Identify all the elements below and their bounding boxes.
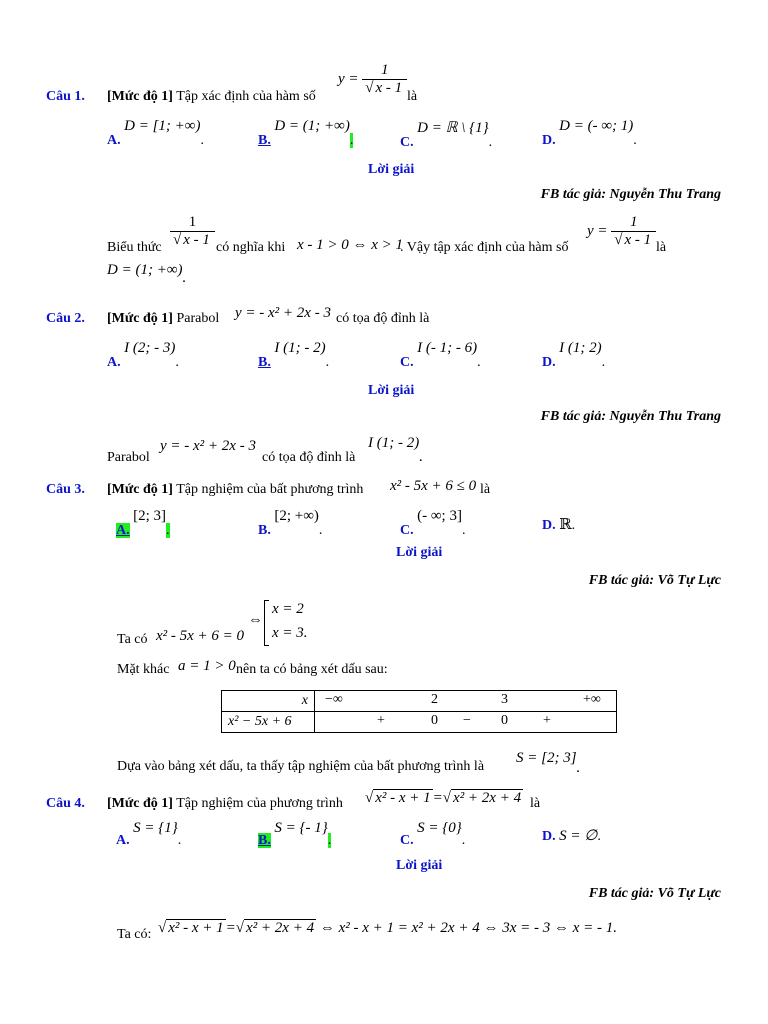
q3-option-c[interactable] [400,508,465,539]
q1-sol-result-end: . [182,270,187,286]
q2-option-a-letter: A. [107,355,121,370]
q3-option-a-end: . [166,523,170,538]
sign-table-root-2: 2 [431,692,438,707]
q1-option-a-letter: A. [107,133,121,148]
q4-author: FB tác giả: Võ Tự Lực [588,886,721,901]
question-3-stem [107,482,363,498]
q3-solution-text-d: Dựa vào bảng xét dấu, ta thấy tập nghiệm của bất phương trình là [117,759,485,774]
q4-expr-eq: = [432,790,443,806]
q4-expr-left: x² - x + 1 [375,790,431,806]
q1-solution-line1-d: là [656,240,667,255]
q1-solution-result [107,262,186,287]
q3-option-d[interactable] [542,515,575,534]
q3-solution-title: Lời giải [396,545,443,560]
q2-option-d-end: . [601,355,606,370]
q3-solution-case-2 [272,625,308,642]
q4-option-a-expr: S = {1} [133,820,178,836]
q2-option-b-end: . [325,355,330,370]
question-4-tail: là [530,796,541,811]
q4-option-a-letter: A. [116,833,130,848]
q4-solution-equation: √ x² - x + 1 =√ x² + 2x + 4 ⇔ x² - x + 1 = x² + 2x + 4 ⇔ 3x = - 3 ⇔ x = - 1. [158,920,618,936]
q4-option-b-expr: S = {- 1} [274,820,328,836]
q1-option-d-expr: D = (- ∞; 1) [559,118,634,134]
q3-option-a-expr: [2; 3] [133,508,167,524]
q3-sol-result-end: . [576,760,581,776]
question-4-equation: √ x² - x + 1 =√ x² + 2x + 4 [365,790,522,806]
q1-option-b-end: . [349,133,354,148]
q3-option-c-letter: C. [400,523,414,538]
q2-sol-result-end: . [419,449,423,465]
question-4-number: Câu 4. [46,796,85,811]
q1-option-d-end: . [633,133,637,148]
q4-sol-right: x² + 2x + 4 [246,920,315,936]
q4-sol-left: x² - x + 1 [168,920,224,936]
q2-option-c-expr: I (- 1; - 6) [417,340,478,356]
question-2-number: Câu 2. [46,311,85,326]
q2-option-c-end: . [477,355,481,370]
sign-table-zero-1: 0 [431,713,438,728]
q1-sol-func-den: x - 1 [624,232,652,248]
q1-sol-frac-num: 1 [170,214,215,232]
sign-table-x-values [315,691,617,712]
q3-case2-text: x = 3 [272,625,304,641]
q4-option-d-end: . [597,829,601,844]
q1-option-b-expr: D = (1; +∞) [274,118,350,134]
q1-solution-fraction: $\frac{1}{√ x - 1}$ [170,214,215,249]
question-1-level: [Mức độ 1] [107,89,173,104]
q1-solution-title: Lời giải [368,162,415,177]
q3-solution-result [516,750,580,777]
q3-option-d-expr: ℝ [559,517,572,533]
question-1-function [338,62,407,97]
q3-option-b[interactable] [258,508,322,539]
sign-table-f-values [315,712,617,733]
sign-table [221,690,617,733]
q1-option-c[interactable] [400,118,492,151]
q1-sol-result-expr: D = (1; +∞) [107,262,183,278]
q3-option-b-letter: B. [258,523,271,538]
sign-table-f-label: x² − 5x + 6 [222,712,315,733]
q3-solution-equation: x² - 5x + 6 = 0 [156,628,245,644]
q1-func-den: x - 1 [375,80,403,96]
q1-sol-func-fraction: $\frac{1}{√ x - 1}$ [611,214,656,249]
q2-option-a-end: . [175,355,179,370]
q1-option-a[interactable] [107,118,204,149]
q4-option-c[interactable] [400,820,465,849]
question-4-text: Tập nghiệm của phương trình [176,796,343,811]
q1-author: FB tác giả: Nguyễn Thu Trang [540,187,721,202]
q3-solution-bracket [264,600,269,646]
q1-solution-line1-a: Biểu thức [107,240,162,255]
q3-option-a[interactable] [116,508,170,539]
q2-option-d-letter: D. [542,355,556,370]
q3-solution-text-b: Mặt khác [117,662,170,677]
q2-option-a-expr: I (2; - 3) [124,340,176,356]
q3-option-b-end: . [318,523,323,538]
q2-option-b-expr: I (1; - 2) [274,340,326,356]
sign-table-sign-2: − [463,713,471,728]
question-3-tail: là [480,482,491,497]
q2-solution-expression: y = - x² + 2x - 3 [160,438,256,454]
q1-option-a-end: . [200,133,204,148]
q3-solution-text-a: Ta có [117,632,148,647]
question-2-level: [Mức độ 1] [107,311,173,326]
q2-author: FB tác giả: Nguyễn Thu Trang [540,409,721,424]
q1-func-lhs: y = [338,70,359,87]
q1-option-d-letter: D. [542,133,556,148]
q4-option-c-expr: S = {0} [417,820,462,836]
q4-option-b-end: . [327,833,332,848]
q1-func-num: 1 [362,62,407,80]
q4-sol-rest: ⇔ x² - x + 1 = x² + 2x + 4 ⇔ 3x = - 3 ⇔ x = - 1 [319,920,614,936]
q4-option-a-end: . [177,833,182,848]
q1-option-c-letter: C. [400,135,414,150]
q2-sol-result-expr: I (1; - 2) [368,435,420,451]
q1-option-b-letter: B. [258,133,271,148]
q4-solution-title: Lời giải [396,858,443,873]
sign-table-root-3: 3 [501,692,508,707]
question-1-stem [107,89,316,105]
question-1-text: Tập xác định của hàm số [176,89,316,104]
question-2-expression: y = - x² + 2x - 3 [235,305,331,321]
q3-option-d-letter: D. [542,518,556,533]
q1-sol-func-lhs: y = [587,222,608,239]
q1-sol-func-num: 1 [611,214,656,232]
q2-option-b[interactable] [258,340,329,371]
sign-table-neg-inf: −∞ [325,692,343,707]
question-1-number: Câu 1. [46,89,85,104]
sign-table-row-x [222,691,617,712]
q3-option-c-expr: (- ∞; 3] [417,508,462,524]
q1-option-c-end: . [488,135,493,150]
q2-solution-title: Lời giải [368,383,415,398]
q1-solution-line1-c: . Vậy tập xác định của hàm số [400,240,569,255]
question-2-stem [107,311,219,327]
sign-table-pos-inf: +∞ [583,692,601,707]
q4-option-c-end: . [461,833,466,848]
q1-func-fraction: $\frac{1}{√ x - 1}$ [362,62,407,97]
question-3-number: Câu 3. [46,482,85,497]
q3-solution-text-c: nên ta có bảng xét dấu sau: [236,662,388,677]
q2-option-a[interactable] [107,340,179,371]
q3-option-a-letter: A. [116,523,130,538]
q4-option-d-letter: D. [542,829,556,844]
q4-sol-eq: = [225,920,236,936]
q4-option-b[interactable] [258,820,331,849]
q3-author: FB tác giả: Võ Tự Lực [588,573,721,588]
question-3-expression: x² - 5x + 6 ≤ 0 [390,478,477,494]
q4-option-a[interactable] [116,820,181,849]
q3-solution-iff: ⇔ [248,612,263,628]
q2-solution-text-b: có tọa độ đỉnh là [262,450,356,465]
q3-case2-end: . [303,625,308,641]
q4-expr-right: x² + 2x + 4 [453,790,522,806]
sign-table-x-label: x [222,691,315,712]
sign-table-zero-2: 0 [501,713,508,728]
q1-option-a-expr: D = [1; +∞) [124,118,201,134]
question-4-level: [Mức độ 1] [107,796,173,811]
q2-option-c[interactable] [400,340,481,371]
question-4-stem [107,796,343,812]
q4-solution-text-a: Ta có: [117,927,152,942]
q4-sol-end: . [613,920,618,936]
question-2-text-a: Parabol [176,311,220,326]
q2-option-b-letter: B. [258,355,271,370]
q1-option-c-expr: D = ℝ \ {1} [417,120,489,136]
question-3-text: Tập nghiệm của bất phương trình [176,482,364,497]
q4-option-b-letter: B. [258,833,271,848]
q3-option-d-end: . [571,518,576,533]
q4-option-d-expr: S = ∅ [559,828,598,844]
q3-sol-result-expr: S = [2; 3] [516,750,577,766]
question-2-text-b: có tọa độ đỉnh là [336,311,430,326]
q2-solution-text-a: Parabol [107,450,150,465]
q1-option-d[interactable] [542,118,637,149]
q1-option-b[interactable] [258,118,353,149]
q2-option-d[interactable] [542,340,605,371]
sign-table-row-f [222,712,617,733]
q1-solution-condition: x - 1 > 0 ⇔ x > 1 [297,237,404,253]
q3-solution-case-1: x = 2 [272,601,304,617]
sign-table-sign-3: + [543,713,551,728]
q3-option-c-end: . [461,523,466,538]
sign-table-sign-1: + [377,713,385,728]
q1-solution-line1-b: có nghĩa khi [216,240,286,255]
q2-solution-result [368,435,423,466]
question-3-level: [Mức độ 1] [107,482,173,497]
q4-option-d[interactable] [542,826,601,845]
q3-option-b-expr: [2; +∞) [274,508,319,524]
q2-option-d-expr: I (1; 2) [559,340,602,356]
q1-sol-frac-den: x - 1 [183,232,210,248]
q2-option-c-letter: C. [400,355,414,370]
q1-solution-function [587,214,656,249]
q4-option-c-letter: C. [400,833,414,848]
q3-solution-condition: a = 1 > 0 [178,658,236,674]
question-1-tail: là [407,89,418,104]
